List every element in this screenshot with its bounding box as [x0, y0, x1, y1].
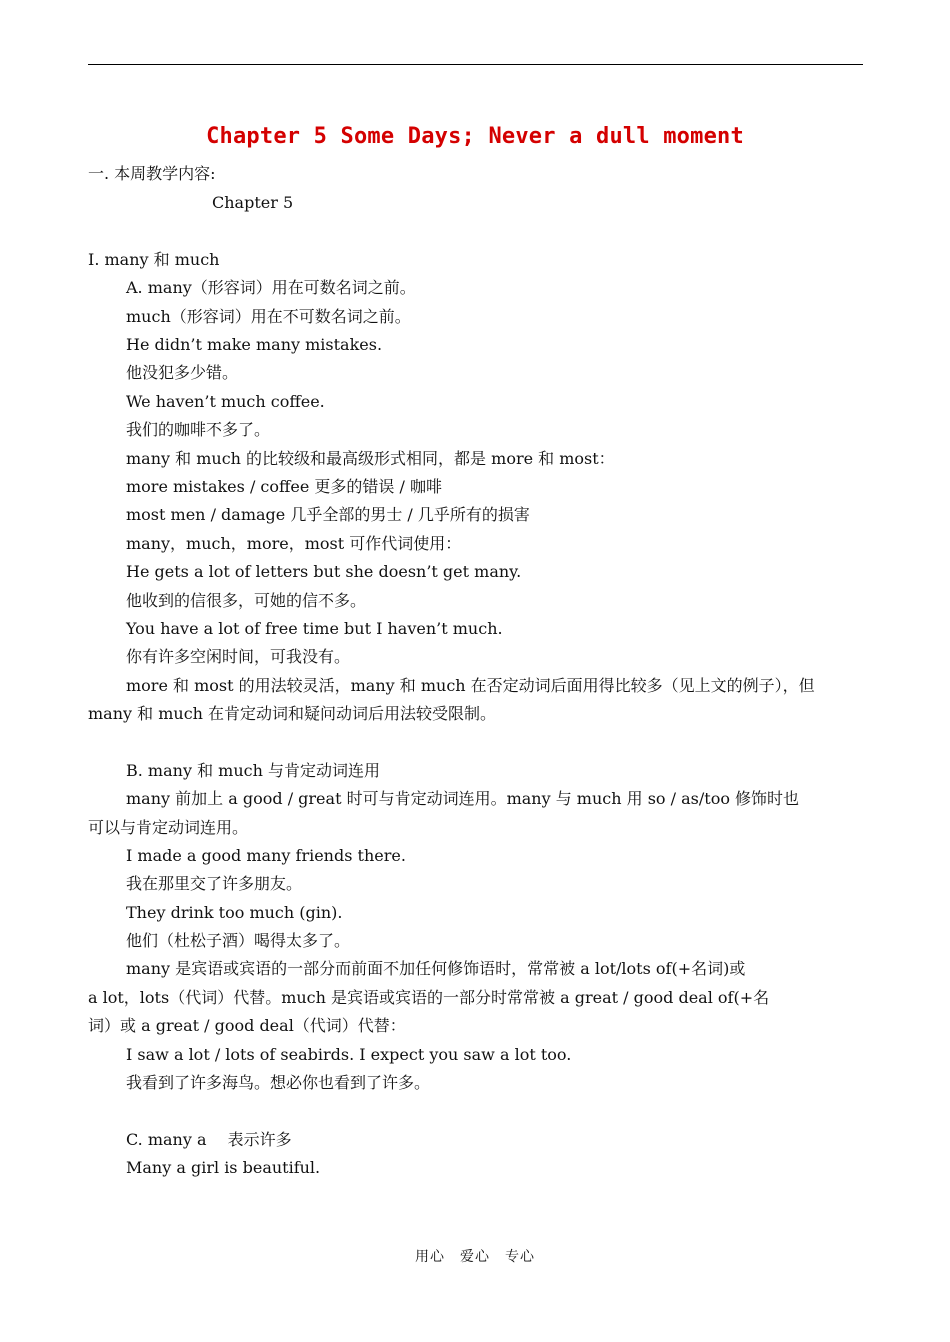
page-footer: 用心 爱心 专心 [415, 1249, 535, 1265]
subheading-b: B. many 和 much 与肯定动词连用 [126, 761, 380, 780]
example-line: We haven’t much coffee. [126, 392, 325, 411]
topic-heading: I. many 和 much [88, 250, 220, 269]
text-line: 可以与肯定动词连用。 [88, 818, 249, 837]
section-heading: 一. 本周教学内容: [88, 164, 216, 183]
text-line: a lot，lots（代词）代替。much 是宾语或宾语的一部分时常常被 a great / good deal of(+名 [88, 988, 770, 1007]
example-line: He didn’t make many mistakes. [126, 335, 383, 354]
text-line: many 和 much 在肯定动词和疑问动词后用法较受限制。 [88, 704, 497, 723]
text-line: most men / damage 几乎全部的男士 / 几乎所有的损害 [126, 505, 530, 524]
example-line: I saw a lot / lots of seabirds. I expect you saw a lot too. [126, 1045, 572, 1064]
text-line: more 和 most 的用法较灵活，many 和 much 在否定动词后面用得比较多（见上文的例子），但 [126, 676, 815, 695]
example-line: He gets a lot of letters but she doesn’t get many. [126, 562, 522, 581]
example-line: They drink too much (gin). [126, 903, 343, 922]
example-line: You have a lot of free time but I haven’t much. [126, 619, 503, 638]
chapter-label: Chapter 5 [212, 193, 294, 212]
example-line: Many a girl is beautiful. [126, 1158, 321, 1177]
text-line: more mistakes / coffee 更多的错误 / 咖啡 [126, 477, 442, 496]
example-line: I made a good many friends there. [126, 846, 406, 865]
subheading-c: C. many a 表示许多 [126, 1130, 292, 1149]
translation-line: 他收到的信很多，可她的信不多。 [126, 591, 367, 610]
text-line: many 前加上 a good / great 时可与肯定动词连用。many 与 much 用 so / as/too 修饰时也 [126, 789, 800, 808]
text-line: many 是宾语或宾语的一部分而前面不加任何修饰语时，常常被 a lot/lots of(+名词)或 [126, 959, 746, 978]
header-rule [88, 64, 863, 65]
translation-line: 你有许多空闲时间，可我没有。 [126, 647, 351, 666]
text-line: 词）或 a great / good deal（代词）代替： [88, 1016, 406, 1035]
text-line: many，much，more，most 可作代词使用： [126, 534, 462, 553]
translation-line: 他没犯多少错。 [126, 363, 239, 382]
subheading-a: A. many（形容词）用在可数名词之前。 [126, 278, 416, 297]
translation-line: 他们（杜松子酒）喝得太多了。 [126, 931, 351, 950]
translation-line: 我看到了许多海鸟。想必你也看到了许多。 [126, 1073, 431, 1092]
translation-line: 我们的咖啡不多了。 [126, 420, 271, 439]
text-line: many 和 much 的比较级和最高级形式相同，都是 more 和 most： [126, 449, 615, 468]
translation-line: 我在那里交了许多朋友。 [126, 874, 303, 893]
chapter-title: Chapter 5 Some Days; Never a dull moment [206, 124, 744, 149]
text-line: much（形容词）用在不可数名词之前。 [126, 307, 411, 326]
